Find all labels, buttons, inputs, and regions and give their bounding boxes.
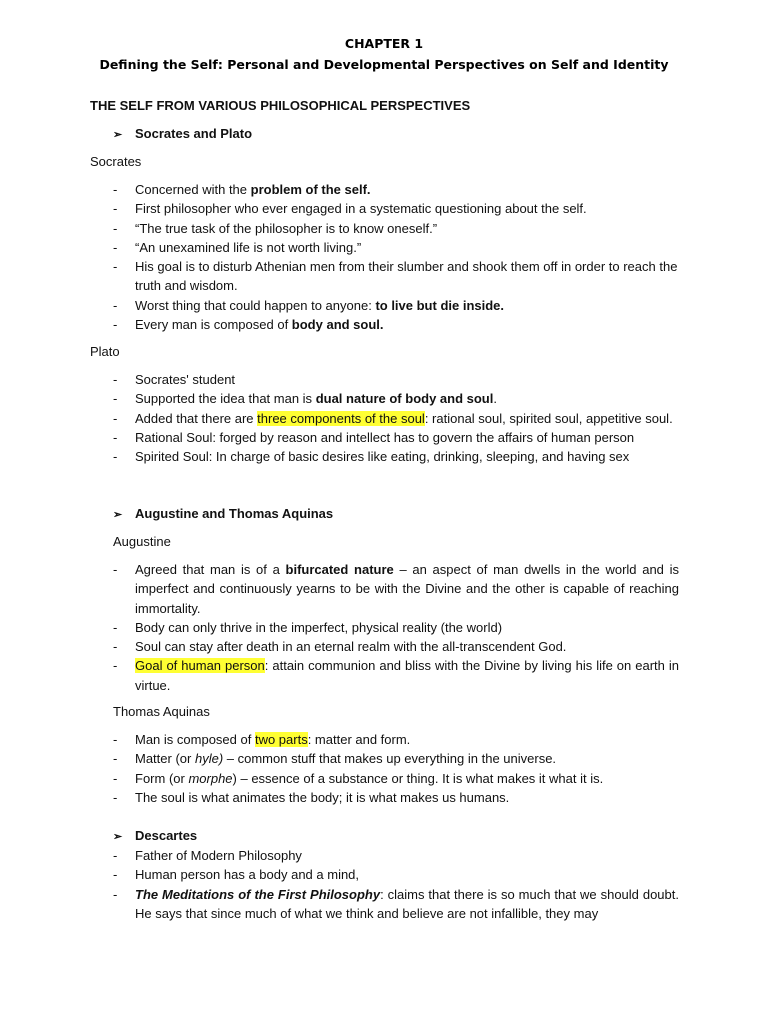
label-plato: Plato [90,344,120,359]
arrow-bullet-icon: ➢ [113,129,123,141]
topic-augustine-aquinas: ➢ Augustine and Thomas Aquinas [113,506,334,521]
list-item: - Form (or morphe) – essence of a substance or thing. It is what makes it what it is. [113,770,604,786]
augustine-list [113,560,679,695]
socrates-list [113,180,679,334]
arrow-bullet-icon: ➢ [113,509,123,521]
section-heading: THE SELF FROM VARIOUS PHILOSOPHICAL PERSPECTIVES [90,98,471,113]
list-item: - Father of Modern Philosophy [113,848,302,863]
list-item: - His goal is to disturb Athenian men from their slumber and shook them off in order to reach the truth and wisdom. [113,259,678,294]
list-item: - Socrates' student [113,372,236,387]
list-item: - Rational Soul: forged by reason and intellect has to govern the affairs of human person [113,429,635,445]
arrow-bullet-icon: ➢ [113,831,123,843]
list-item: - Spirited Soul: In charge of basic desires like eating, drinking, sleeping, and having sex [113,449,630,465]
list-item: - Body can only thrive in the imperfect, physical reality (the world) [113,619,503,635]
list-item: - Every man is composed of body and soul. [113,317,384,333]
title-block [0,36,768,74]
topic-descartes: ➢ Descartes [113,828,198,843]
list-item: - “The true task of the philosopher is to know oneself.” [113,220,438,236]
aquinas-list [113,730,679,807]
plato-list [113,370,679,466]
highlight: three components of the soul [257,410,425,426]
list-item: - The soul is what animates the body; it is what makes us humans. [113,789,510,805]
list-item: - Agreed that man is of a bifurcated nature – an aspect of man dwells in the world and is imperfect and continuously yearns to be with the Divine and the other is capable of reaching immortality. [113,562,679,616]
list-item: - Human person has a body and a mind, [113,867,360,883]
highlight: Goal of human person [135,658,265,674]
chapter-subtitle: Defining the Self: Personal and Developmental Perspectives on Self and Identity [99,57,669,72]
list-item: - Added that there are three components of the soul: rational soul, spirited soul, appetitive soul. [113,410,673,426]
label-socrates: Socrates [90,154,142,169]
list-item: - Matter (or hyle) – common stuff that makes up everything in the universe. [113,751,557,767]
list-item: - Supported the idea that man is dual nature of body and soul. [113,391,497,407]
label-augustine: Augustine [113,534,171,549]
descartes-list [113,846,679,923]
list-item: - The Meditations of the First Philosophy: claims that there is so much that we should doubt. He says that since much of what we think and believe are not infallible, they may [113,886,679,921]
chapter-title: CHAPTER 1 [344,36,424,51]
list-item: - Man is composed of two parts: matter and form. [113,732,411,747]
list-item: - Soul can stay after death in an eternal realm with the all-transcendent God. [113,639,567,655]
list-item: - Worst thing that could happen to anyone: to live but die inside. [113,297,505,313]
topic-socrates-plato: ➢ Socrates and Plato [113,126,253,141]
list-item: - “An unexamined life is not worth living.” [113,239,362,255]
highlight: two parts [254,732,308,747]
list-item: - Goal of human person: attain communion and bliss with the Divine by living his life on earth in virtue. [113,658,679,693]
label-aquinas: Thomas Aquinas [113,704,210,719]
list-item: - First philosopher who ever engaged in a systematic questioning about the self. [113,201,587,217]
list-item: - Concerned with the problem of the self. [113,182,371,197]
